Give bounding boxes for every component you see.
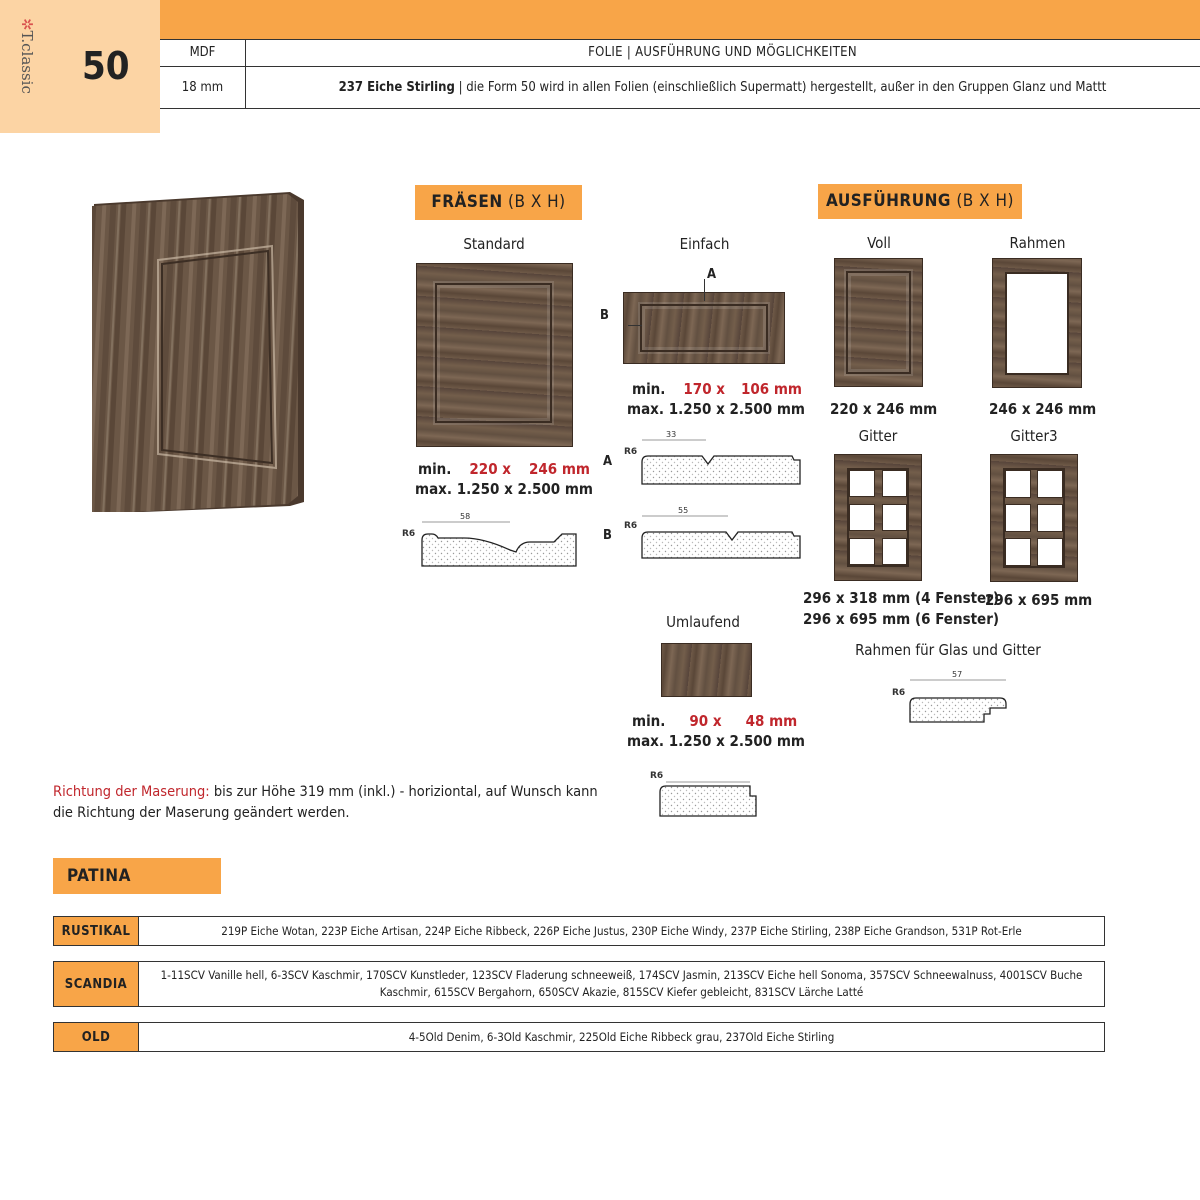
patina-key: OLD	[54, 1023, 139, 1051]
einfach-marker-a: A	[707, 267, 717, 282]
header-orange-band	[0, 0, 1200, 40]
grain-direction-note: Richtung der Maserung: bis zur Höhe 319 mm (inkl.) - horiziontal, auf Wunsch kann die Richtung der Maserung geändert werden.	[53, 784, 598, 821]
patina-value: 1-11SCV Vanille hell, 6-3SCV Kaschmir, 170SCV Kunstleder, 123SCV Fladerung schneeweiß, 174SCV Jasmin, 213SCV Eiche hell Sonoma, 357SCV Schneewalnuss, 4001SCV Buche Kaschmir, 615SCV Bergahorn, 650SCV Akazie, 815SCV Kiefer gebleicht, 831SCV Lärche Latté	[160, 968, 1083, 999]
patina-value: 4-5Old Denim, 6-3Old Kaschmir, 225Old Eiche Ribbeck grau, 237Old Eiche Stirling	[408, 1029, 835, 1044]
col-folie-header: FOLIE | AUSFÜHRUNG UND MÖGLICHKEITEN	[588, 45, 857, 60]
brand-logo: ✲T.classic	[18, 18, 36, 94]
umlaufend-min: min. 90 x 48 mm	[632, 712, 798, 730]
einfach-min: min. 170 x 106 mm	[632, 380, 802, 398]
gitter3-label: Gitter3	[1010, 427, 1058, 445]
header-table	[160, 39, 1200, 109]
ausfuehrung-heading: AUSFÜHRUNG (B X H)	[818, 184, 1022, 219]
patina-row-scandia	[53, 961, 1105, 1007]
voll-door-image	[834, 258, 923, 387]
gitter-label: Gitter	[858, 427, 898, 445]
door-product-image	[92, 192, 304, 512]
einfach-profile-a-label: A	[603, 454, 613, 469]
einfach-label: Einfach	[679, 235, 730, 253]
glass-frame-dim: 57	[952, 670, 963, 679]
einfach-profile-b	[622, 502, 807, 564]
rahmen-label: Rahmen	[1009, 234, 1066, 252]
einfach-max: max. 1.250 x 2.500 mm	[627, 400, 805, 418]
gitter3-size: 296 x 695 mm	[985, 591, 1093, 609]
standard-min: min. 220 x 246 mm	[418, 460, 590, 478]
fraesen-heading: FRÄSEN (B X H)	[415, 185, 582, 220]
voll-label: Voll	[867, 234, 891, 252]
col-folie-value: 237 Eiche Stirling | die Form 50 wird in allen Folien (einschließlich Supermatt) hergestellt, außer in den Gruppen Glanz und Mattt	[338, 80, 1107, 95]
patina-row-rustikal	[53, 916, 1105, 946]
brand-text: T.classic	[18, 30, 36, 94]
gitter3-door-image	[990, 454, 1078, 582]
profile-a-r: R6	[624, 447, 638, 457]
umlaufend-profile	[646, 768, 766, 820]
patina-value: 219P Eiche Wotan, 223P Eiche Artisan, 224P Eiche Ribbeck, 226P Eiche Justus, 230P Eiche Windy, 237P Eiche Stirling, 238P Eiche Grandson, 531P Rot-Erle	[221, 923, 1022, 938]
standard-max: max. 1.250 x 2.500 mm	[415, 480, 593, 498]
profile-a-dim: 33	[666, 430, 677, 439]
standard-profile-dim: 58	[460, 512, 471, 521]
gitter-size-1: 296 x 318 mm (4 Fenster)	[803, 589, 1000, 607]
col-mdf-header: MDF	[189, 45, 216, 60]
einfach-door-image	[623, 292, 785, 364]
col-mdf-value: 18 mm	[181, 80, 224, 95]
einfach-marker-b: B	[600, 308, 609, 323]
gitter-size-2: 296 x 695 mm (6 Fenster)	[803, 610, 1000, 628]
umlaufend-door-image	[661, 643, 752, 697]
profile-b-r: R6	[624, 521, 638, 531]
einfach-profile-b-label: B	[603, 528, 612, 543]
standard-profile-r: R6	[402, 529, 416, 539]
umlaufend-max: max. 1.250 x 2.500 mm	[627, 732, 805, 750]
patina-heading: PATINA	[53, 858, 221, 894]
model-number: 50	[82, 44, 130, 88]
glass-frame-label: Rahmen für Glas und Gitter	[855, 641, 1041, 659]
umlaufend-profile-r: R6	[650, 771, 664, 781]
gitter-door-image	[834, 454, 922, 581]
glass-frame-r: R6	[892, 688, 906, 698]
standard-label: Standard	[463, 235, 525, 253]
voll-size: 220 x 246 mm	[830, 400, 938, 418]
patina-row-old	[53, 1022, 1105, 1052]
patina-key: SCANDIA	[54, 962, 139, 1006]
standard-profile	[398, 510, 588, 572]
glass-frame-profile	[888, 668, 1018, 726]
umlaufend-label: Umlaufend	[666, 613, 740, 631]
patina-key: RUSTIKAL	[54, 917, 139, 945]
rahmen-door-image	[992, 258, 1082, 388]
profile-b-dim: 55	[678, 506, 689, 515]
einfach-profile-a	[622, 428, 807, 490]
rahmen-size: 246 x 246 mm	[989, 400, 1097, 418]
standard-door-image	[416, 263, 573, 447]
